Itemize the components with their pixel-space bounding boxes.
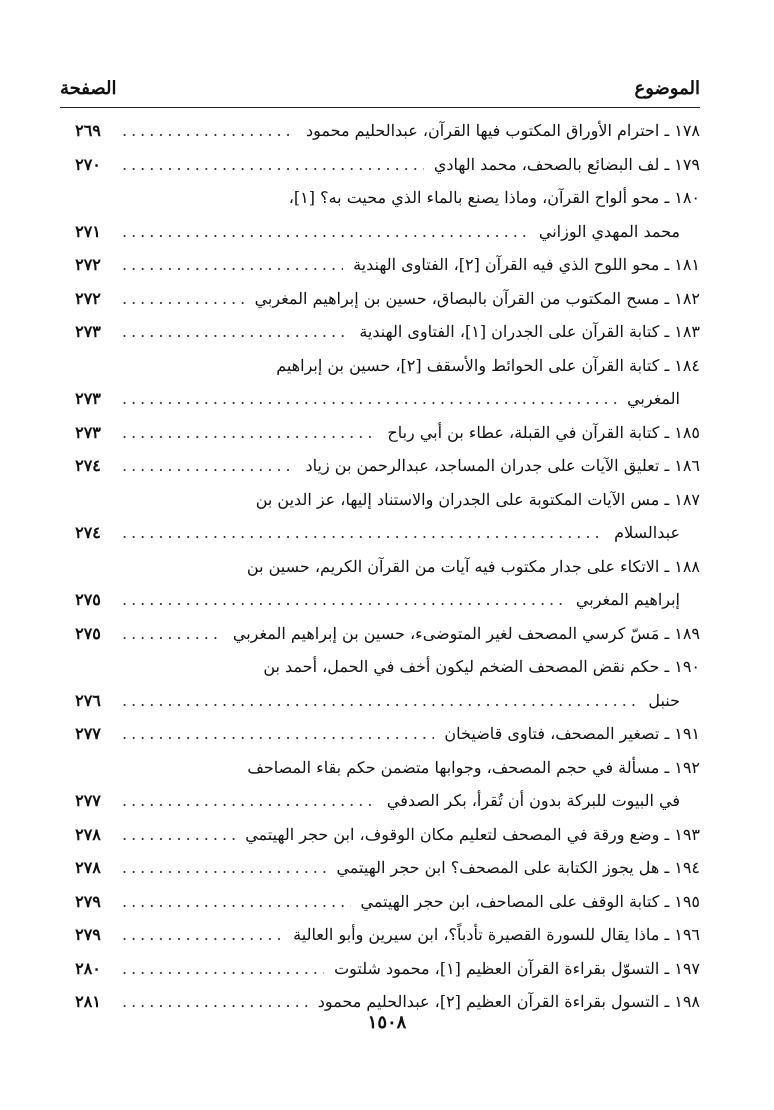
leader-dots	[122, 449, 296, 483]
entry-text: ١٨٧ ـ مس الآيات المكتوبة على الجدران والاستناد إليها، عز الدين بن	[255, 489, 700, 509]
leader-dots	[122, 952, 324, 986]
entry-page: ٢٧٤	[75, 523, 101, 542]
leader-dots	[122, 885, 351, 919]
leader-dots	[122, 717, 434, 751]
entry-text: محمد المهدي الوزاني	[538, 221, 680, 241]
entry-text: ١٨٥ ـ كتابة القرآن في القبلة، عطاء بن أبي رباح	[387, 422, 700, 442]
contents-list	[60, 114, 700, 1019]
header-divider	[60, 107, 700, 108]
entry-text: ١٩٢ ـ مسألة في حجم المصحف، وجوابها متضمن حكم بقاء المصاحف	[247, 757, 700, 777]
entry-page: ٢٧٤	[75, 456, 101, 475]
topic-column-label: الموضوع	[634, 77, 700, 99]
leader-dots	[122, 416, 377, 450]
entry-text: في البيوت للبركة بدون أن تُقرأ، بكر الصدفي	[386, 791, 680, 810]
list-item	[60, 516, 700, 550]
entry-text: ١٩٨ ـ التسول بقراءة القرآن العظيم [٢]، عبدالحليم محمود	[317, 992, 700, 1011]
entry-page: ٢٧٢	[75, 255, 101, 274]
leader-dots	[122, 382, 617, 416]
entry-text: حنبل	[648, 690, 680, 710]
list-item	[60, 550, 700, 584]
leader-dots	[122, 315, 349, 349]
leader-dots	[122, 114, 296, 148]
entry-text: ١٨٢ ـ مسح المكتوب من القرآن بالبصاق، حسين بن إبراهيم المغربي	[254, 288, 700, 308]
entry-text: المغربي	[627, 389, 680, 408]
list-item	[60, 885, 700, 919]
entry-text: ١٩٠ ـ حكم نقض المصحف الضخم ليكون أخف في الحمل، أحمد بن	[263, 657, 700, 676]
entry-text: ١٩٣ ـ وضع ورقة في المصحف لتعليم مكان الوقوف، ابن حجر الهيتمي	[245, 824, 700, 844]
entry-page: ٢٨٠	[75, 958, 101, 978]
leader-dots	[122, 248, 343, 282]
page-number: ١٥٠٨	[367, 1012, 407, 1033]
entry-page: ٢٧٣	[75, 422, 101, 442]
list-item	[60, 851, 700, 885]
leader-dots	[122, 583, 566, 617]
entry-text: عبدالسلام	[614, 523, 680, 542]
list-item	[60, 315, 700, 349]
entry-page: ٢٧٧	[75, 791, 101, 810]
list-item	[60, 684, 700, 718]
list-item	[60, 449, 700, 483]
entry-text: إبراهيم المغربي	[575, 590, 680, 609]
list-item	[60, 751, 700, 785]
list-item	[60, 248, 700, 282]
entry-text: ١٨٩ ـ مَسّ كرسي المصحف لغير المتوضىء، حسين بن إبراهيم المغربي	[232, 623, 700, 643]
list-item	[60, 114, 700, 148]
leader-dots	[122, 684, 638, 718]
list-item	[60, 148, 700, 182]
entry-page: ٢٧٧	[75, 724, 101, 743]
entry-text: ١٨٨ ـ الاتكاء على جدار مكتوب فيه آيات من القرآن الكريم، حسين بن	[246, 556, 700, 576]
entry-page: ٢٧٠	[75, 154, 101, 174]
entry-page: ٢٧١	[75, 221, 101, 241]
entry-text: ١٩٦ ـ ماذا يقال للسورة القصيرة تأدباً؟، ابن سيرين وأبو العالية	[293, 925, 700, 944]
entry-page: ٢٧٩	[75, 891, 101, 911]
list-item	[60, 717, 700, 751]
entry-page: ٢٧٥	[75, 623, 101, 643]
list-item	[60, 483, 700, 517]
entry-page: ٢٧٣	[75, 389, 101, 408]
list-item	[60, 617, 700, 651]
list-item	[60, 818, 700, 852]
entry-page: ٢٧٨	[75, 858, 101, 877]
leader-dots	[122, 918, 283, 952]
table-header	[60, 70, 700, 106]
entry-text: ١٧٩ ـ لف البضائع بالصحف، محمد الهادي	[433, 154, 700, 174]
entry-page: ٢٧٨	[75, 824, 101, 844]
entry-page: ٢٧٣	[75, 322, 101, 341]
leader-dots	[122, 617, 223, 651]
list-item	[60, 282, 700, 316]
leader-dots	[122, 784, 377, 818]
entry-page: ٢٧٩	[75, 925, 101, 944]
entry-page: ٢٧٢	[75, 288, 101, 308]
list-item	[60, 583, 700, 617]
list-item	[60, 215, 700, 249]
entry-text: ١٨٤ ـ كتابة القرآن على الحوائط والأسقف [٢]، حسين بن إبراهيم	[276, 355, 700, 375]
entry-page: ٢٧٥	[75, 590, 101, 609]
leader-dots	[122, 148, 424, 182]
leader-dots	[122, 215, 529, 249]
entry-text: ١٨١ ـ محو اللوح الذي فيه القرآن [٢]، الفتاوى الهندية	[353, 255, 700, 274]
entry-text: ١٩١ ـ تصغير المصحف، فتاوى قاضيخان	[444, 724, 700, 743]
entry-text: ١٧٨ ـ احترام الأوراق المكتوب فيها القرآن، عبدالحليم محمود	[305, 121, 700, 140]
entry-text: ١٩٤ ـ هل يجوز الكتابة على المصحف؟ ابن حجر الهيتمي	[336, 858, 700, 877]
list-item	[60, 382, 700, 416]
list-item	[60, 650, 700, 684]
list-item	[60, 784, 700, 818]
leader-dots	[122, 818, 235, 852]
leader-dots	[122, 282, 245, 316]
page-column-label: الصفحة	[60, 77, 117, 99]
list-item	[60, 918, 700, 952]
entry-text: ١٨٦ ـ تعليق الآيات على جدران المساجد، عبدالرحمن بن زياد	[305, 456, 700, 475]
leader-dots	[122, 851, 326, 885]
leader-dots	[122, 516, 604, 550]
entry-text: ١٩٧ ـ التسوّل بقراءة القرآن العظيم [١]، محمود شلتوت	[334, 958, 700, 978]
entry-page: ٢٦٩	[75, 121, 101, 140]
entry-text: ١٨٣ ـ كتابة القرآن على الجدران [١]، الفتاوى الهندية	[359, 322, 700, 341]
list-item	[60, 416, 700, 450]
list-item	[60, 349, 700, 383]
entry-text: ١٨٠ ـ محو ألواح القرآن، وماذا يصنع بالماء الذي محيت به؟ [١]،	[288, 188, 700, 207]
list-item	[60, 952, 700, 986]
list-item	[60, 181, 700, 215]
entry-text: ١٩٥ ـ كتابة الوقف على المصاحف، ابن حجر الهيتمي	[360, 891, 700, 911]
entry-page: ٢٧٦	[75, 690, 101, 710]
entry-page: ٢٨١	[75, 992, 101, 1011]
